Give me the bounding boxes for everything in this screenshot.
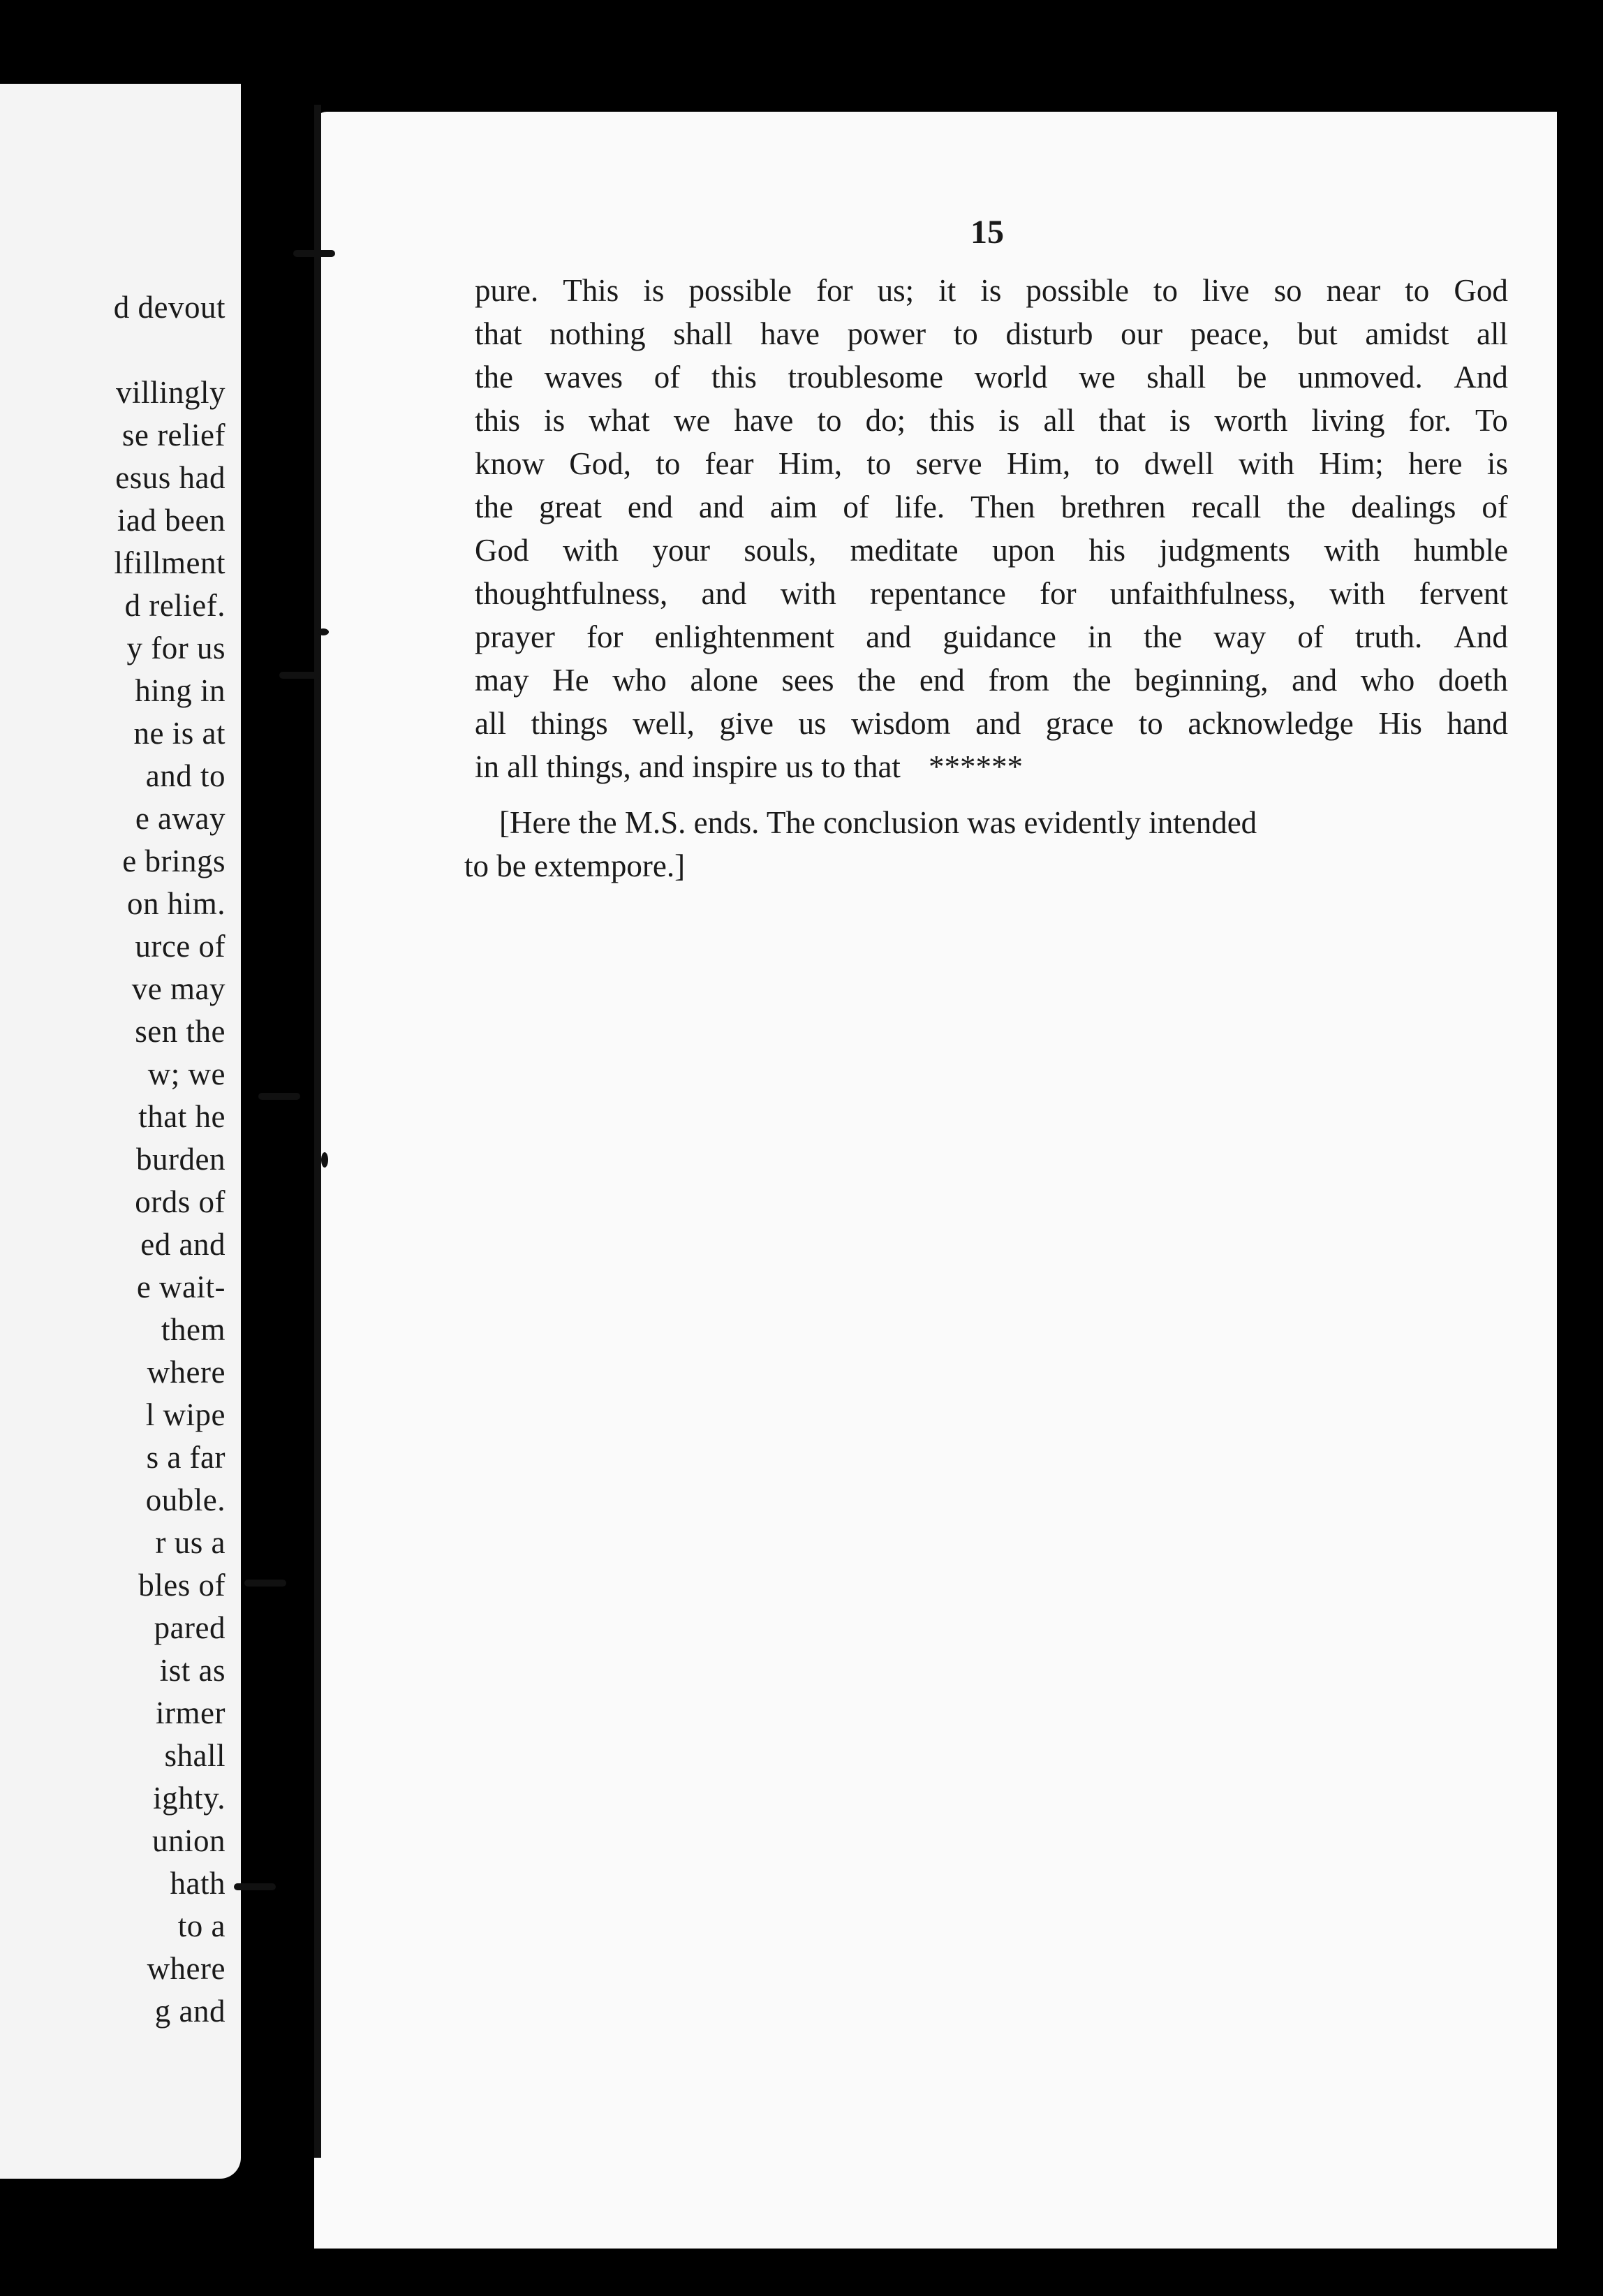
left-page-line: where xyxy=(147,1355,226,1390)
left-page-line: urce of xyxy=(135,929,226,964)
left-page-line: ve may xyxy=(131,971,226,1006)
star-mark: * xyxy=(991,749,1007,784)
left-page-line: l wipe xyxy=(145,1397,226,1432)
note-line: to be extempore.] xyxy=(464,848,686,883)
left-page-line: y for us xyxy=(126,631,226,665)
star-mark: * xyxy=(959,749,976,784)
left-page-line: that he xyxy=(138,1099,226,1134)
left-page xyxy=(0,84,241,2179)
left-page-line: g and xyxy=(154,1994,226,2029)
left-page-line: on him. xyxy=(126,886,226,921)
left-page-line: r us a xyxy=(155,1525,226,1560)
ink-speck xyxy=(318,628,329,635)
body-line: may He who alone sees the end from the beginning, and who doeth xyxy=(475,663,1508,698)
body-line: God with your souls, meditate upon his judgments with humble xyxy=(475,533,1508,568)
left-page-line: d relief. xyxy=(124,588,226,623)
stitch-mark xyxy=(279,672,321,679)
left-page-line: and to xyxy=(145,758,226,793)
left-page-line: w; we xyxy=(147,1057,226,1091)
body-line: this is what we have to do; this is all that is worth living for. To xyxy=(475,403,1508,438)
left-page-line: where xyxy=(147,1951,226,1986)
editor-note xyxy=(464,801,1498,888)
left-page-line: e brings xyxy=(122,844,226,878)
left-page-line: bles of xyxy=(138,1568,226,1603)
body-line: thoughtfulness, and with repentance for unfaithfulness, with fervent xyxy=(475,576,1508,611)
ellipsis-stars xyxy=(929,745,1508,788)
left-page-line: d devout xyxy=(113,290,226,325)
stitch-mark xyxy=(244,1580,286,1587)
stitch-mark xyxy=(293,250,335,257)
ink-speck xyxy=(321,1152,328,1168)
star-mark: * xyxy=(928,749,945,784)
left-page-line: shall xyxy=(164,1738,226,1773)
left-page-line: burden xyxy=(136,1142,226,1177)
body-line: that nothing shall have power to disturb our peace, but amidst all xyxy=(475,316,1508,351)
left-page-line: ouble. xyxy=(145,1482,226,1517)
star-mark: * xyxy=(1007,749,1023,784)
stitch-mark xyxy=(258,1093,300,1100)
stitch-mark xyxy=(234,1883,276,1890)
body-line: the waves of this troublesome world we shall be unmoved. And xyxy=(475,360,1508,395)
left-page-line: ist as xyxy=(159,1653,226,1688)
left-page-line: hath xyxy=(170,1866,226,1901)
left-page-line: e wait- xyxy=(136,1270,226,1304)
star-mark: * xyxy=(975,749,991,784)
body-line: prayer for enlightenment and guidance in the way of truth. And xyxy=(475,619,1508,654)
left-page-line: villingly xyxy=(115,375,226,410)
left-page-line: ighty. xyxy=(153,1781,226,1816)
left-page-line: s a far xyxy=(146,1440,226,1475)
page-number: 15 xyxy=(970,214,1004,251)
left-page-line: lfillment xyxy=(114,545,226,580)
left-page-line: sen the xyxy=(135,1014,226,1049)
star-mark: * xyxy=(944,749,960,784)
left-page-line: hing in xyxy=(135,673,226,708)
body-line-text: in all things, and inspire us to that xyxy=(475,749,901,784)
left-page-line: them xyxy=(161,1312,226,1347)
left-page-line: ed and xyxy=(140,1227,226,1262)
left-page-line: iad been xyxy=(117,503,226,538)
body-text xyxy=(475,269,1508,788)
left-page-line: union xyxy=(152,1823,226,1858)
left-page-line: se relief xyxy=(121,418,226,452)
left-page-line: ne is at xyxy=(133,716,226,751)
note-line: [Here the M.S. ends. The conclusion was evidently intended xyxy=(499,805,1257,840)
left-page-line: pared xyxy=(154,1610,226,1645)
body-line: pure. This is possible for us; it is possible to live so near to God xyxy=(475,273,1508,308)
body-line-last xyxy=(475,745,1508,788)
body-line: the great end and aim of life. Then brethren recall the dealings of xyxy=(475,490,1508,524)
body-line: all things well, give us wisdom and grace to acknowledge His hand xyxy=(475,706,1508,741)
binding-stitching xyxy=(314,105,321,2158)
left-page-line: irmer xyxy=(156,1695,226,1730)
left-page-line: ords of xyxy=(135,1184,226,1219)
left-page-line: esus had xyxy=(115,460,226,495)
body-line: know God, to fear Him, to serve Him, to dwell with Him; here is xyxy=(475,446,1508,481)
left-page-line: e away xyxy=(135,801,226,836)
left-page-line: to a xyxy=(177,1908,226,1943)
